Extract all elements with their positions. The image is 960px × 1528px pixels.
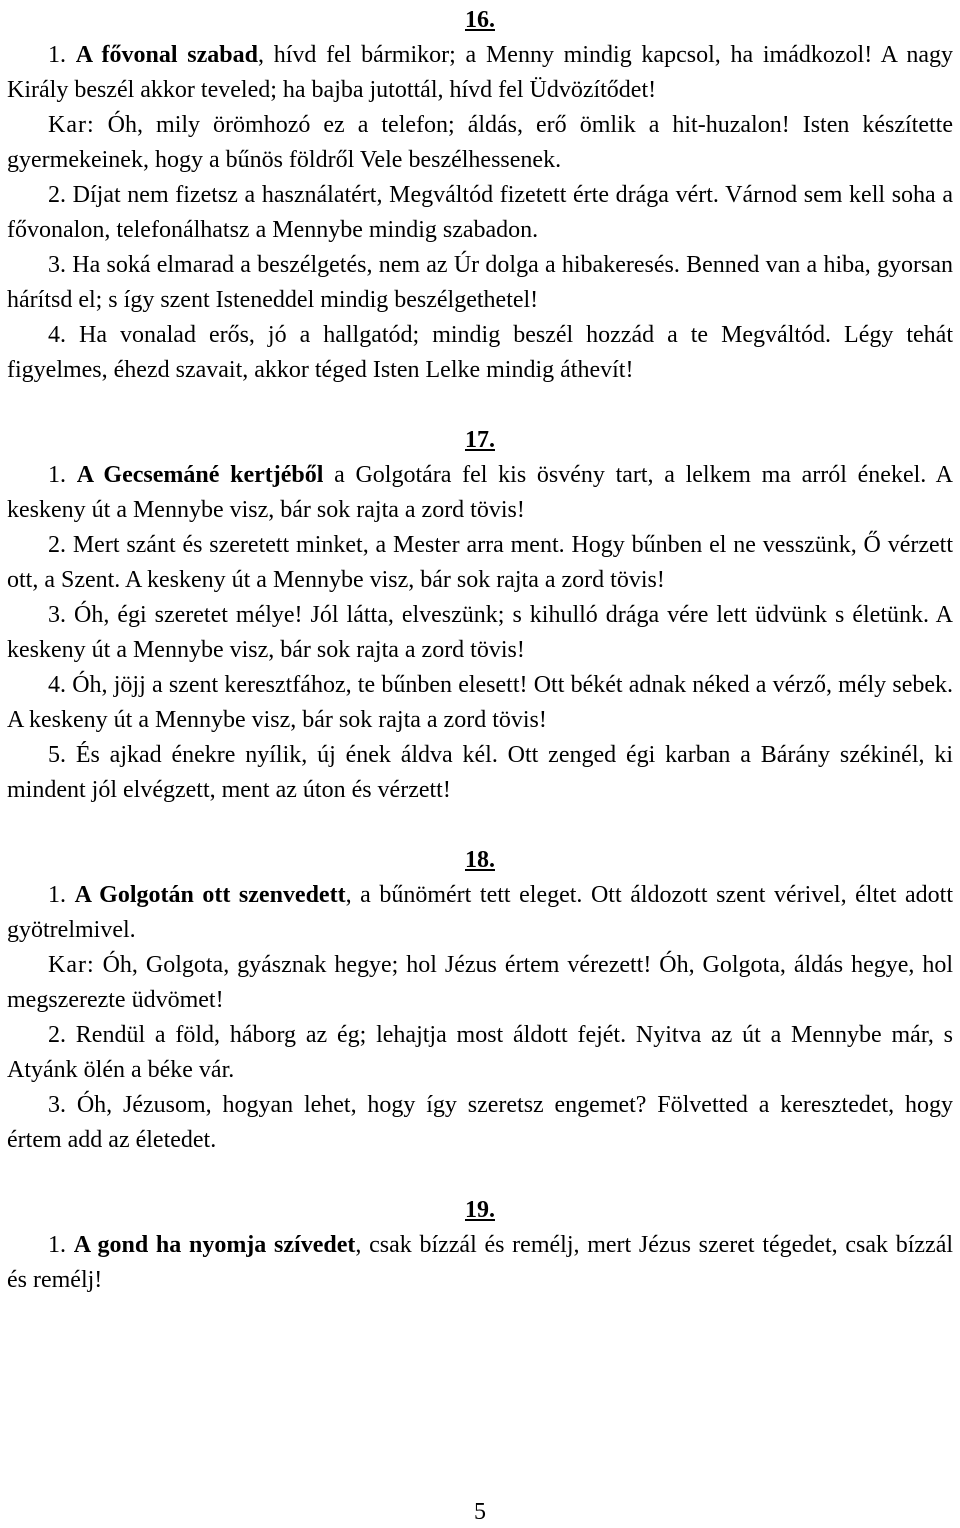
verse-text: Ha vonalad erős, jó a hallgatód; mindig beszél hozzád a te Megváltód. Légy tehát figyelmes, éhezd szavait, akkor téged Isten Lelke mindig áthevít! <box>7 322 953 383</box>
song-number: 19. <box>465 1197 495 1223</box>
verse-text: Óh, égi szeretet mélye! Jól látta, elveszünk; s kihulló drága vére lett üdvünk s életünk. A keskeny út a Mennybe visz, bár sok rajta a zord tövis! <box>7 602 953 663</box>
page-number: 5 <box>474 1499 486 1525</box>
song-number: 16. <box>465 7 495 33</box>
verse-text: Díjat nem fizetsz a használatért, Megváltód fizetett érte drága vért. Várnod sem kell soha a fővonalon, telefonálhatsz a Mennybe mindig szabadon. <box>7 182 953 243</box>
verse-text: Rendül a föld, háborg az ég; lehajtja most áldott fejét. Nyitva az út a Mennybe már, s Atyánk ölén a béke vár. <box>7 1022 953 1083</box>
verse-number: 1. <box>48 1232 74 1258</box>
spacer <box>7 808 953 843</box>
verse-text: És ajkad énekre nyílik, új ének áldva kél. Ott zenged égi karban a Bárány székinél, ki mindent jól elvégzett, ment az úton és vérzett! <box>7 742 953 803</box>
song-first-line: A fővonal szabad <box>75 42 258 68</box>
verse-3 <box>7 598 953 668</box>
spacer <box>7 1158 953 1193</box>
chorus-label: Kar: <box>48 952 95 978</box>
song-19 <box>7 1193 953 1298</box>
verse-text: Ha soká elmarad a beszélgetés, nem az Úr dolga a hibakeresés. Benned van a hiba, gyorsan hárítsd el; s így szent Isteneddel mindig beszélgethetel! <box>7 252 953 313</box>
verse-number: 2. <box>48 182 66 208</box>
song-16 <box>7 3 953 388</box>
verse-number: 3. <box>48 602 66 628</box>
verse-text: Óh, Jézusom, hogyan lehet, hogy így szeretsz engemet? Fölvetted a keresztedet, hogy értem add az életedet. <box>7 1092 953 1153</box>
verse-text: , a bűnömért tett eleget. Ott áldozott szent vérivel, éltet adott gyötrelmivel. <box>7 882 954 943</box>
verse-text: Óh, jöjj a szent keresztfához, te bűnben elesett! Ott békét adnak néked a vérző, mély sebek. A keskeny út a Mennybe visz, bár sok rajta a zord tövis! <box>7 672 953 733</box>
verse-number: 4. <box>48 322 66 348</box>
verse-5 <box>7 738 953 808</box>
verse-2 <box>7 1018 953 1088</box>
spacer <box>7 388 953 423</box>
song-number: 17. <box>465 427 495 453</box>
verse-2 <box>7 528 953 598</box>
chorus-text: Óh, Golgota, gyásznak hegye; hol Jézus értem vérezett! Óh, Golgota, áldás hegye, hol megszerezte üdvömet! <box>7 952 953 1013</box>
verse-text: Mert szánt és szeretett minket, a Mester arra ment. Hogy bűnben el ne vesszünk, Ő vérzett ott, a Szent. A keskeny út a Mennybe visz, bár sok rajta a zord tövis! <box>7 532 953 593</box>
verse-number: 2. <box>48 532 66 558</box>
chorus <box>7 948 953 1018</box>
chorus-text: Óh, mily örömhozó ez a telefon; áldás, erő ömlik a hit-huzalon! Isten készítette gyermekeinek, hogy a bűnös földről Vele beszélhessenek. <box>7 112 953 173</box>
verse-3 <box>7 248 953 318</box>
verse-number: 3. <box>48 1092 66 1118</box>
song-number: 18. <box>465 847 495 873</box>
verse-number: 5. <box>48 742 66 768</box>
verse-number: 1. <box>48 882 75 908</box>
verse-3 <box>7 1088 953 1158</box>
song-first-line: A Gecsemáné kertjéből <box>76 462 324 488</box>
verse-1 <box>7 458 953 528</box>
verse-text: , hívd fel bármikor; a Menny mindig kapcsol, ha imádkozol! A nagy Király beszél akkor teveled; ha bajba jutottál, hívd fel Üdvözítődet! <box>7 42 954 103</box>
verse-2 <box>7 178 953 248</box>
verse-4 <box>7 318 953 388</box>
song-first-line: A gond ha nyomja szívedet <box>73 1232 356 1258</box>
verse-1 <box>7 1228 953 1298</box>
song-17 <box>7 423 953 808</box>
verse-number: 4. <box>48 672 66 698</box>
verse-number: 2. <box>48 1022 66 1048</box>
page-content <box>7 0 953 1298</box>
verse-text: a Golgotára fel kis ösvény tart, a lelkem ma arról énekel. A keskeny út a Mennybe visz, bár sok rajta a zord tövis! <box>7 462 953 523</box>
verse-text: , csak bízzál és remélj, mert Jézus szeret tégedet, csak bízzál és remélj! <box>7 1232 954 1293</box>
verse-number: 1. <box>48 462 77 488</box>
verse-1 <box>7 38 953 108</box>
song-18 <box>7 843 953 1158</box>
verse-number: 1. <box>48 42 76 68</box>
verse-4 <box>7 668 953 738</box>
chorus <box>7 108 953 178</box>
song-first-line: A Golgotán ott szenvedett <box>74 882 346 908</box>
verse-number: 3. <box>48 252 66 278</box>
chorus-label: Kar: <box>48 112 95 138</box>
verse-1 <box>7 878 953 948</box>
